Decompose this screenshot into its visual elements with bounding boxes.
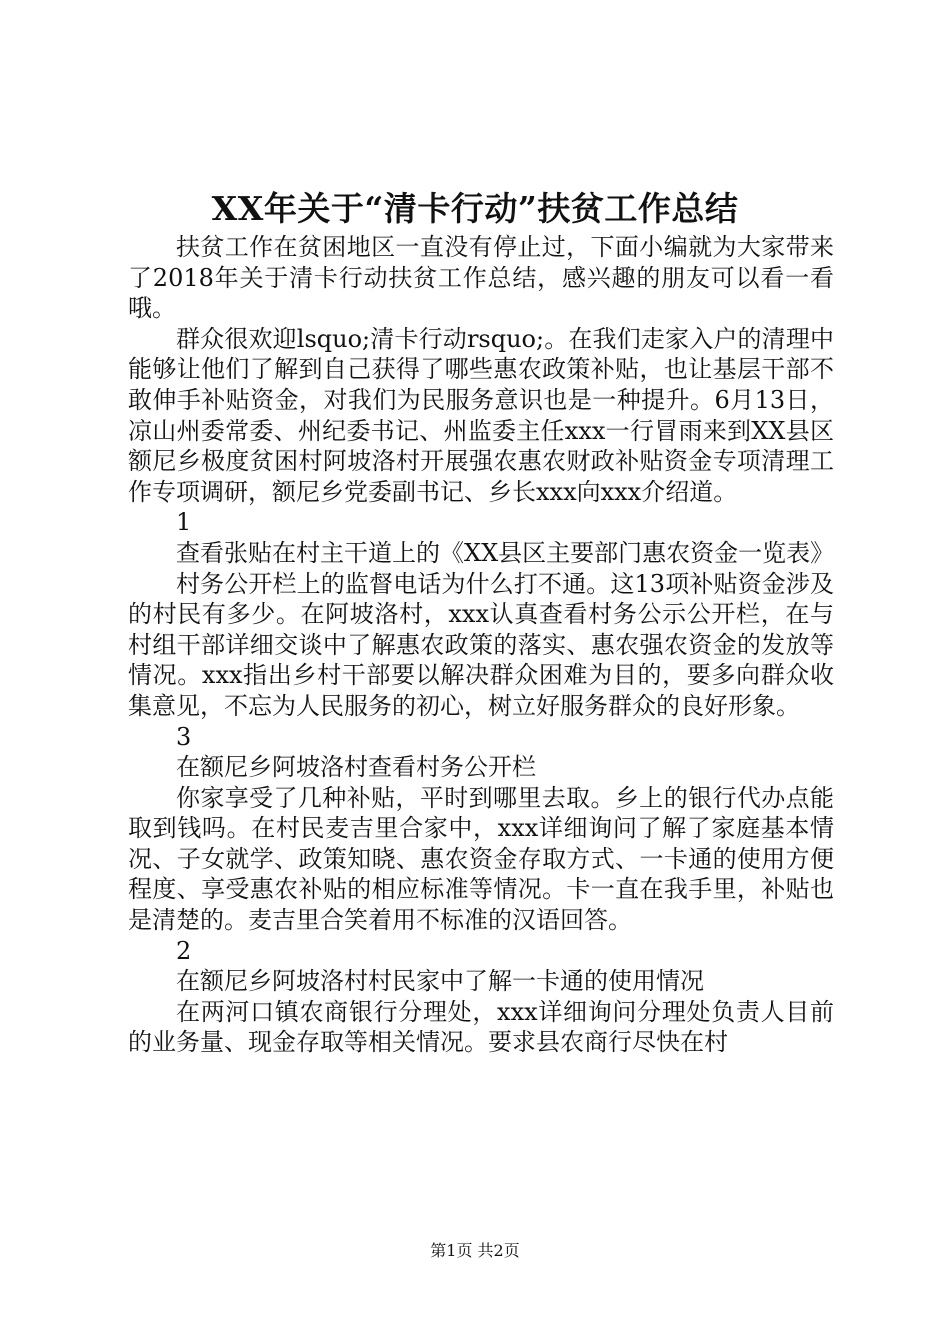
paragraph-text: 你家享受了几种补贴，平时到哪里去取。乡上的银行代办点能取到钱吗。在村民麦吉里合家中，xxx详细询问了解了家庭基本情况、子女就学、政策知晓、惠农资金存取方式、一卡通的使用方便程度、享受惠农补贴的相应标准等情况。卡一直在我手里，补贴也是清楚的。麦吉里合笑着用不标准的汉语回答。 bbox=[128, 783, 834, 935]
paragraph-intro: 扶贫工作在贫困地区一直没有停止过，下面小编就为大家带来了2018年关于清卡行动扶贫工作总结，感兴趣的朋友可以看一看哦。 bbox=[128, 233, 834, 323]
paragraph-main: 群众很欢迎lsquo;清卡行动rsquo;。在我们走家入户的清理中能够让他们了解到自己获得了哪些惠农政策补贴，也让基层干部不敢伸手补贴资金，对我们为民服务意识也是一种提升。6月13日，凉山州委常委、州纪委书记、州监委主任xxx一行冒雨来到XX县区额尼乡极度贫困村阿坡洛村开展强农惠农财政补贴资金专项清理工作专项调研，额尼乡党委副书记、乡长xxx向xxx介绍道。 bbox=[128, 324, 834, 506]
photo-number: 1 bbox=[176, 508, 192, 537]
paragraph-text: 在两河口镇农商银行分理处，xxx详细询问分理处负责人目前的业务量、现金存取等相关情况。要求县农商行尽快在村 bbox=[128, 997, 834, 1057]
paragraph-text: 村务公开栏上的监督电话为什么打不通。这13项补贴资金涉及的村民有多少。在阿坡洛村，xxx认真查看村务公示公开栏，在与村组干部详细交谈中了解惠农政策的落实、惠农强农资金的发放等情况。xxx指出乡村干部要以解决群众困难为目的，要多向群众收集意见，不忘为人民服务的初心，树立好服务群众的良好形象。 bbox=[128, 569, 834, 720]
photo-number: 3 bbox=[176, 722, 192, 751]
photo-number: 2 bbox=[176, 936, 192, 965]
document-body bbox=[128, 232, 834, 1058]
document-title: XX年关于“清卡行动”扶贫工作总结 bbox=[211, 189, 739, 228]
photo-caption: 查看张贴在村主干道上的《XX县区主要部门惠农资金一览表》 bbox=[176, 538, 835, 567]
page-footer: 第1页 共2页 bbox=[430, 1241, 520, 1260]
photo-caption: 在额尼乡阿坡洛村查看村务公开栏 bbox=[176, 753, 536, 782]
photo-caption: 在额尼乡阿坡洛村村民家中了解一卡通的使用情况 bbox=[176, 967, 704, 996]
